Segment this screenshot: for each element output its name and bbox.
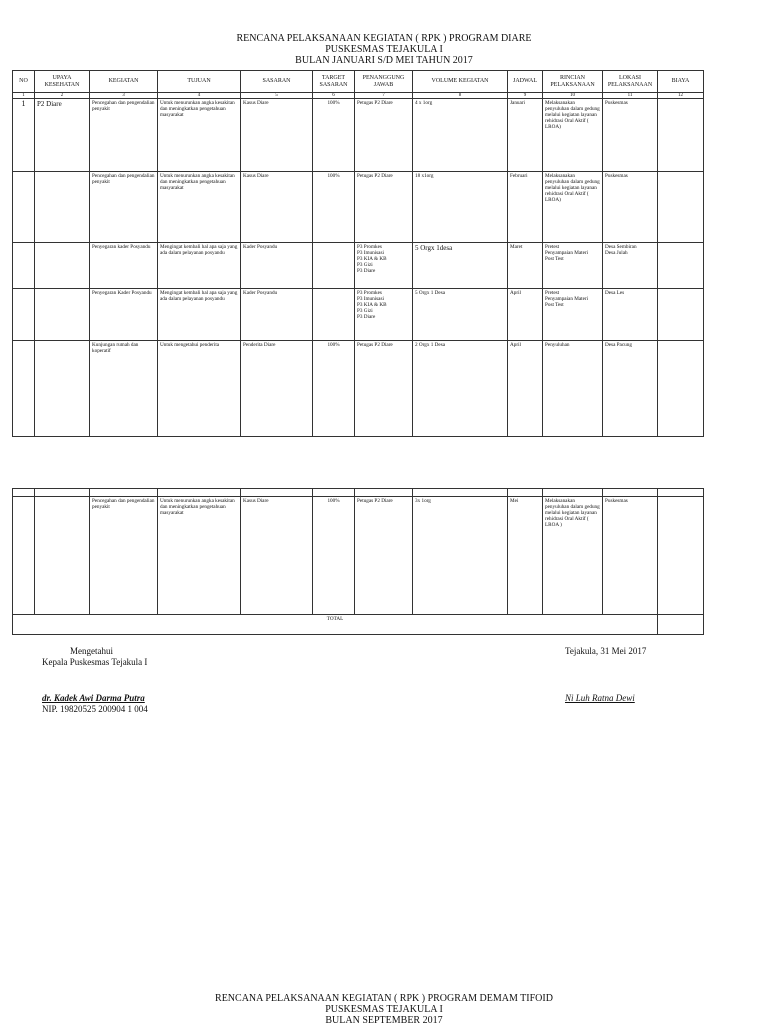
cell-biaya — [658, 99, 704, 172]
cell-biaya — [658, 243, 704, 289]
signature-left-name — [42, 693, 148, 715]
cell-upaya: P2 Diare — [35, 99, 90, 172]
cell-pj: Petugas P2 Diare — [355, 497, 413, 615]
cell-rincian: Pretest Penyampaian Materi Post Test — [543, 289, 603, 341]
cell-volume: 3x 1org — [413, 497, 508, 615]
cell-jadwal: April — [508, 289, 543, 341]
cell-tujuan: Mengingat kembali hal apa saja yang ada dalam pelayanan posyandu — [158, 289, 241, 341]
total-label: TOTAL — [13, 615, 658, 635]
column-header: UPAYA KESEHATAN — [35, 71, 90, 93]
period-line: BULAN JANUARI S/D MEI TAHUN 2017 — [295, 55, 473, 66]
cell-volume: 18 x1org — [413, 172, 508, 243]
officer-name: Ni Luh Ratna Dewi — [565, 693, 635, 703]
cell-upaya — [35, 172, 90, 243]
cell-tujuan: Untuk mengetahui penderita — [158, 341, 241, 437]
cell-biaya — [658, 289, 704, 341]
column-number: 10 — [543, 93, 603, 99]
column-header: BIAYA — [658, 71, 704, 93]
cell-pj: P3 Promkes P3 Imunisasi P3 KIA & KB P3 Gizi P3 Diare — [355, 243, 413, 289]
head-nip: NIP. 19820525 200904 1 004 — [42, 704, 148, 714]
cell-lokasi: Puskesmas — [603, 99, 658, 172]
head-name: dr. Kadek Awi Darma Putra — [42, 693, 145, 703]
column-number: 8 — [413, 93, 508, 99]
column-number: 3 — [90, 93, 158, 99]
column-header: LOKASI PELAKSANAAN — [603, 71, 658, 93]
cell-pj: Petugas P2 Diare — [355, 172, 413, 243]
cell-no — [13, 497, 35, 615]
table-row — [13, 289, 704, 341]
table-row — [13, 497, 704, 615]
column-header: VOLUME KEGIATAN — [413, 71, 508, 93]
column-number: 4 — [158, 93, 241, 99]
cell-target: 100% — [313, 341, 355, 437]
cell-target: 100% — [313, 497, 355, 615]
cell-biaya — [658, 497, 704, 615]
cell-rincian: Melaksanakan penyuluhan dalam gedung melalui kegiatan layanan rehidrasi Oral Aktif ( LROA) — [543, 172, 603, 243]
cell-rincian: Pretest Penyampaian Materi Post Test — [543, 243, 603, 289]
cell-volume: 5 Orgx 1desa — [413, 243, 508, 289]
total-value — [658, 615, 704, 635]
total-row — [13, 615, 704, 635]
cell-rincian: Melaksanakan penyuluhan dalam gedung melalui kegiatan layanan rehidrasi Oral Aktif ( LROA ) — [543, 497, 603, 615]
document-title — [0, 33, 768, 66]
signature-date — [565, 646, 646, 657]
column-number: 2 — [35, 93, 90, 99]
cell-pj: Petugas P2 Diare — [355, 99, 413, 172]
cell-no — [13, 243, 35, 289]
cell-pj: P3 Promkes P3 Imunisasi P3 KIA & KB P3 Gizi P3 Diare — [355, 289, 413, 341]
table-row — [13, 243, 704, 289]
cell-kegiatan: Penyegaran Kader Posyandu — [90, 289, 158, 341]
column-number: 7 — [355, 93, 413, 99]
cell-biaya — [658, 172, 704, 243]
column-header: KEGIATAN — [90, 71, 158, 93]
column-header: JADWAL — [508, 71, 543, 93]
next-org-line: PUSKESMAS TEJAKULA I — [325, 1004, 443, 1015]
column-header: NO — [13, 71, 35, 93]
cell-kegiatan: Pencegahan dan pengendalian penyakit — [90, 497, 158, 615]
cell-upaya — [35, 341, 90, 437]
cell-sasaran: Kasus Diare — [241, 99, 313, 172]
cell-rincian: Melaksanakan penyuluhan dalam gedung melalui kegiatan layanan rehidrasi Oral Aktif ( LROA) — [543, 99, 603, 172]
cell-lokasi: Puskesmas — [603, 497, 658, 615]
cell-volume: 5 Orgx 1 Desa — [413, 289, 508, 341]
cell-jadwal: Mei — [508, 497, 543, 615]
next-document-title — [0, 993, 768, 1026]
cell-kegiatan: Penyegaran kader Posyandu — [90, 243, 158, 289]
cell-lokasi: Desa Sembiran Desa Julah — [603, 243, 658, 289]
cell-pj: Petugas P2 Diare — [355, 341, 413, 437]
cell-tujuan: Mengingat kembali hal apa saja yang ada dalam pelayanan posyandu — [158, 243, 241, 289]
column-number: 1 — [13, 93, 35, 99]
cell-target: 100% — [313, 99, 355, 172]
cell-jadwal: April — [508, 341, 543, 437]
cell-upaya — [35, 289, 90, 341]
cell-lokasi: Puskesmas — [603, 172, 658, 243]
column-header: SASARAN — [241, 71, 313, 93]
cell-lokasi: Desa Pacung — [603, 341, 658, 437]
column-number: 9 — [508, 93, 543, 99]
blank-header-row — [13, 489, 704, 497]
cell-tujuan: Untuk menurunkan angka kesakitan dan meningkatkan pengetahuan masyarakat — [158, 172, 241, 243]
acknowledge-label: Mengetahui — [70, 646, 113, 656]
table-row — [13, 341, 704, 437]
column-header: TARGET SASARAN — [313, 71, 355, 93]
cell-tujuan: Untuk menurunkan angka kesakitan dan meningkatkan pengetahuan masyarakat — [158, 497, 241, 615]
cell-no — [13, 289, 35, 341]
column-header: TUJUAN — [158, 71, 241, 93]
cell-kegiatan: Pencegahan dan pengendalian penyakit — [90, 172, 158, 243]
cell-sasaran: Kasus Diare — [241, 172, 313, 243]
signature-left — [42, 646, 148, 668]
cell-rincian: Penyuluhan — [543, 341, 603, 437]
table-row — [13, 172, 704, 243]
column-number: 6 — [313, 93, 355, 99]
cell-sasaran: Kasus Diare — [241, 497, 313, 615]
cell-no — [13, 341, 35, 437]
cell-target: 100% — [313, 172, 355, 243]
column-header: PENANGGUNG JAWAB — [355, 71, 413, 93]
rpk-table-continued — [12, 488, 704, 635]
cell-volume: 2 Orgx 1 Desa — [413, 341, 508, 437]
next-period-line: BULAN SEPTEMBER 2017 — [325, 1015, 443, 1026]
column-header-row — [13, 71, 704, 93]
cell-lokasi: Desa Les — [603, 289, 658, 341]
column-header: RINCIAN PELAKSANAAN — [543, 71, 603, 93]
cell-kegiatan: Pencegahan dan pengendalian penyakit — [90, 99, 158, 172]
cell-jadwal: Januari — [508, 99, 543, 172]
column-number: 5 — [241, 93, 313, 99]
cell-no: 1 — [13, 99, 35, 172]
cell-biaya — [658, 341, 704, 437]
cell-volume: 4 x 1org — [413, 99, 508, 172]
table-row — [13, 99, 704, 172]
cell-no — [13, 172, 35, 243]
cell-jadwal: Maret — [508, 243, 543, 289]
cell-upaya — [35, 497, 90, 615]
next-title-line: RENCANA PELAKSANAAN KEGIATAN ( RPK ) PROGRAM DEMAM TIFOID — [215, 993, 553, 1004]
cell-sasaran: Penderita Diare — [241, 341, 313, 437]
column-number: 11 — [603, 93, 658, 99]
org-line: PUSKESMAS TEJAKULA I — [325, 44, 443, 55]
signature-right-name — [565, 693, 635, 704]
cell-tujuan: Untuk menurunkan angka kesakitan dan meningkatkan pengetahuan masyarakat — [158, 99, 241, 172]
cell-target — [313, 289, 355, 341]
column-number: 12 — [658, 93, 704, 99]
cell-jadwal: Februari — [508, 172, 543, 243]
cell-target — [313, 243, 355, 289]
cell-upaya — [35, 243, 90, 289]
title-line: RENCANA PELAKSANAAN KEGIATAN ( RPK ) PROGRAM DIARE — [236, 33, 532, 44]
cell-kegiatan: Kunjungan rumah dan koperatif — [90, 341, 158, 437]
head-title: Kepala Puskesmas Tejakula I — [42, 657, 148, 667]
date-place: Tejakula, 31 Mei 2017 — [565, 646, 647, 656]
cell-sasaran: Kader Posyandu — [241, 243, 313, 289]
rpk-table — [12, 70, 704, 437]
cell-sasaran: Kader Posyandu — [241, 289, 313, 341]
